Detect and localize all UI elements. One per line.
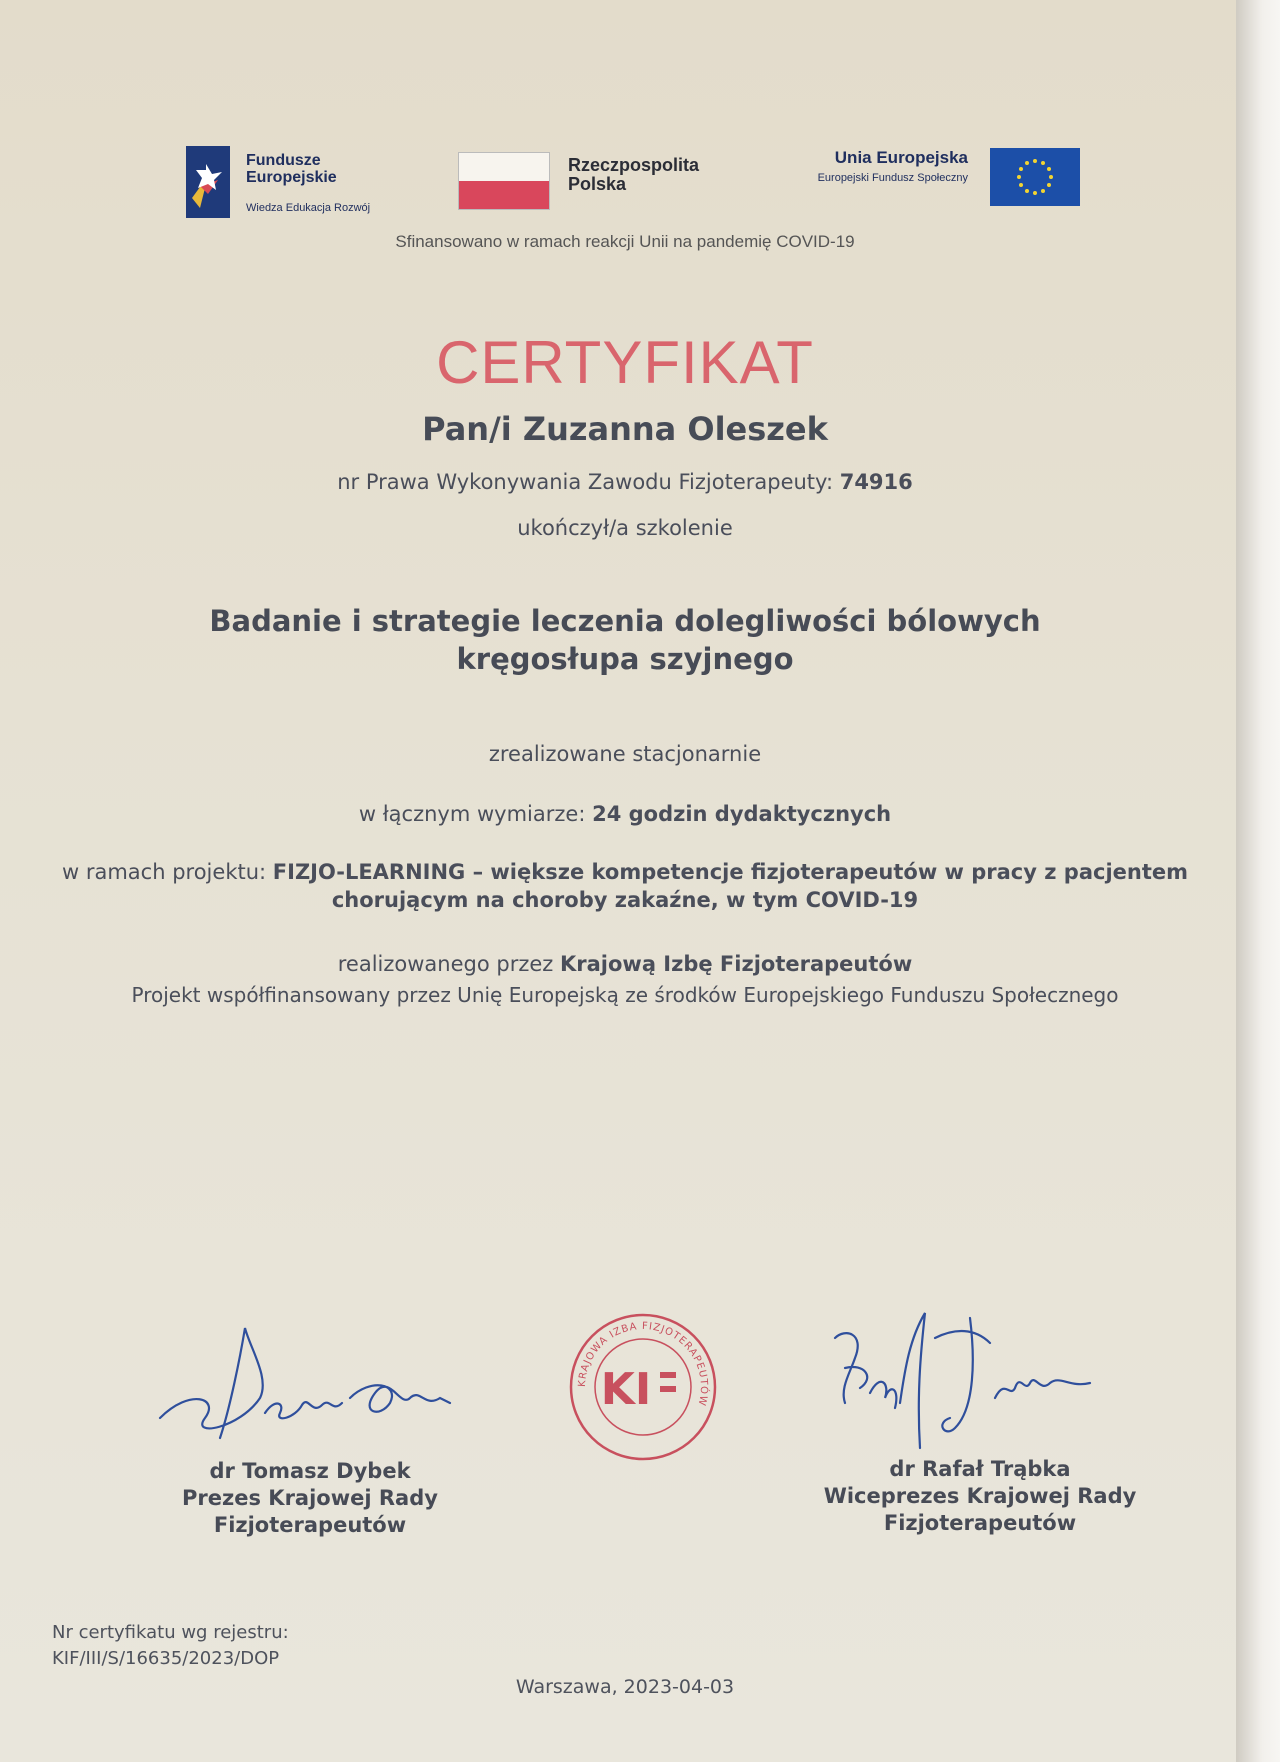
- realized-by-name: Krajową Izbę Fizjoterapeutów: [560, 952, 913, 976]
- licence-number: 74916: [839, 470, 913, 494]
- certificate-title: CERTYFIKAT: [436, 329, 814, 396]
- eu-logo-title: Unia Europejska: [834, 148, 968, 167]
- licence-line: [0, 470, 1250, 494]
- hours-label: w łącznym wymiarze:: [358, 802, 586, 826]
- polish-flag-icon: [458, 152, 550, 210]
- funds-logo-subtitle: Wiedza Edukacja Rozwój: [246, 202, 371, 214]
- page-edge: [1236, 0, 1280, 1762]
- place-date: Warszawa, 2023-04-03: [515, 1676, 735, 1698]
- republic-logo-text: Rzeczpospolita Polska: [568, 155, 700, 194]
- svg-text:KI: KI: [600, 1364, 652, 1415]
- project-label: w ramach projektu:: [62, 860, 267, 884]
- licence-label: nr Prawa Wykonywania Zawodu Fizjoterapeuty:: [337, 470, 834, 494]
- funds-star-icon: [186, 146, 230, 218]
- funds-logo-title: Fundusze Europejskie: [246, 152, 337, 186]
- signatory-left: [120, 1458, 500, 1539]
- chamber-stamp-icon: [568, 1312, 718, 1462]
- course-title: Badanie i strategie leczenia dolegliwości bólowych kręgosłupa szyjnego: [209, 604, 1041, 676]
- signatory-left-role: Prezes Krajowej Rady: [182, 1486, 438, 1510]
- recipient-name: Pan/i Zuzanna Oleszek: [422, 410, 828, 448]
- signature-right: [825, 1308, 1125, 1458]
- project-name: FIZJO-LEARNING – większe kompetencje fizjoterapeutów w pracy z pacjentem chorującym na choroby zakaźne, w tym COVID-19: [272, 860, 1188, 912]
- svg-text:KRAJOWA IZBA FIZJOTERAPEUTÓW: KRAJOWA IZBA FIZJOTERAPEUTÓW: [576, 1320, 710, 1408]
- realized-by: [0, 952, 1250, 976]
- signatory-left-name: dr Tomasz Dybek: [209, 1459, 411, 1483]
- completed-text: ukończył/a szkolenie: [517, 516, 733, 540]
- signatory-right-role: Wiceprezes Krajowej Rady: [823, 1484, 1137, 1508]
- financed-note: Sfinansowano w ramach reakcji Unii na pandemię COVID-19: [395, 232, 855, 251]
- signature-left: [150, 1318, 470, 1448]
- course-mode: zrealizowane stacjonarnie: [488, 742, 762, 766]
- signatory-right-name: dr Rafał Trąbka: [889, 1457, 1071, 1481]
- eu-logo-subtitle: Europejski Fundusz Społeczny: [817, 172, 968, 184]
- logo-bar: [0, 140, 1250, 220]
- hours-value: 24 godzin dydaktycznych: [592, 802, 892, 826]
- course-hours: [0, 802, 1250, 826]
- signatory-right: [770, 1456, 1190, 1537]
- project-line: [40, 858, 1210, 914]
- cofinanced-note: Projekt współfinansowany przez Unię Europejską ze środków Europejskiego Funduszu Społecznego: [131, 983, 1119, 1007]
- signatory-right-role-2: Fizjoterapeutów: [883, 1511, 1077, 1535]
- register-label: Nr certyfikatu wg rejestru:: [52, 1622, 289, 1643]
- register-value: KIF/III/S/16635/2023/DOP: [52, 1648, 280, 1669]
- realized-by-label: realizowanego przez: [337, 952, 554, 976]
- signatory-left-role-2: Fizjoterapeutów: [213, 1513, 407, 1537]
- register-number: [52, 1620, 289, 1672]
- eu-flag-icon: [990, 148, 1080, 206]
